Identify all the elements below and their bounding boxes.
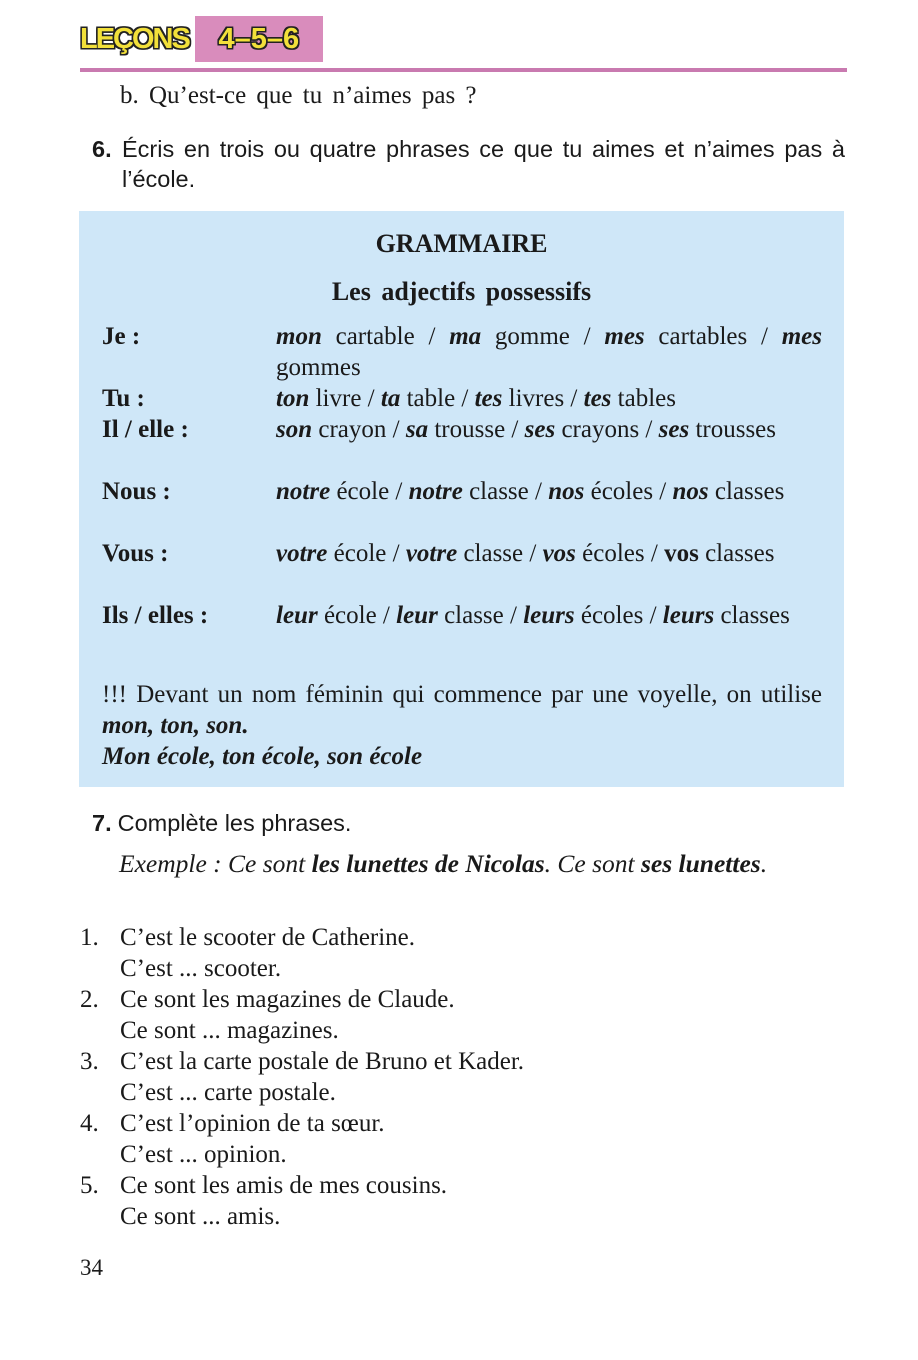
example-text: .	[760, 849, 768, 878]
note-text: !!! Devant un nom féminin qui commence par une voyelle, on utilise	[102, 681, 822, 708]
noun-text: école /	[330, 478, 409, 505]
possessive-adjective: ton	[276, 385, 310, 412]
list-item	[80, 1108, 524, 1170]
possessive-adjective: nos	[672, 478, 709, 505]
grammar-box	[79, 211, 844, 787]
exercise-instruction: Complète les phrases.	[117, 810, 352, 836]
exercise-instruction: Écris en trois ou quatre phrases ce que tu aimes et n’aimes pas à l’école.	[122, 136, 845, 192]
possessive-adjective: tes	[474, 385, 503, 412]
item-sentence: Ce sont les amis de mes cousins.	[120, 1172, 448, 1199]
lesson-header	[80, 16, 323, 62]
possessive-adjective: leurs	[523, 602, 575, 629]
noun-text: classes	[714, 602, 790, 629]
noun-text: classe /	[457, 540, 543, 567]
example-text: . Ce sont	[544, 849, 641, 878]
page-number: 34	[80, 1255, 103, 1280]
grammar-title: GRAMMAIRE	[375, 229, 548, 258]
noun-text: écoles /	[575, 540, 665, 567]
grammar-row	[102, 538, 822, 569]
possessive-adjective: ta	[380, 385, 401, 412]
item-blank-sentence: Ce sont ... magazines.	[120, 1017, 339, 1044]
possessive-adjective: mes	[781, 323, 822, 350]
pronoun: Vous :	[102, 540, 169, 567]
pronoun: Ils / elles :	[102, 602, 209, 629]
item-blank-sentence: C’est ... opinion.	[120, 1141, 287, 1168]
noun-text: crayon /	[312, 416, 406, 443]
possessive-forms	[276, 600, 822, 631]
example-text: Exemple : Ce sont	[119, 849, 312, 878]
item-number: 5.	[80, 1172, 99, 1199]
item-sentence: C’est le scooter de Catherine.	[120, 924, 416, 951]
noun-text: école /	[317, 602, 397, 629]
exercise-6	[92, 134, 845, 194]
pronoun: Il / elle :	[102, 416, 189, 443]
possessive-adjective: notre	[408, 478, 463, 505]
exercise-example	[80, 848, 844, 879]
pronoun: Tu :	[102, 385, 145, 412]
possessive-adjective: mon	[276, 323, 322, 350]
possessive-adjective: votre	[276, 540, 328, 567]
item-sentence: C’est l’opinion de ta sœur.	[120, 1110, 385, 1137]
noun-text: livre /	[309, 385, 381, 412]
noun-text: gommes	[276, 354, 361, 381]
possessive-adjective: son	[276, 416, 313, 443]
noun-text: trousses	[689, 416, 777, 443]
noun-text: classe /	[462, 478, 549, 505]
item-sentence: Ce sont les magazines de Claude.	[120, 986, 455, 1013]
pronoun: Je :	[102, 323, 141, 350]
possessive-adjective: ses	[658, 416, 690, 443]
possessive-adjective: vos	[542, 540, 576, 567]
noun-text: cartable /	[321, 323, 450, 350]
possessive-adjective: ma	[449, 323, 482, 350]
grammar-subtitle: Les adjectifs possessifs	[331, 277, 592, 306]
exercise-number: 7.	[92, 810, 112, 836]
noun-text: classes	[708, 478, 785, 505]
noun-text: classe /	[437, 602, 524, 629]
item-blank-sentence: C’est ... scooter.	[120, 955, 282, 982]
grammar-row	[102, 383, 822, 414]
noun-text: école /	[327, 540, 406, 567]
note-example: Mon école, ton école, son école	[102, 743, 423, 770]
noun-text: écoles /	[574, 602, 663, 629]
item-sentence: C’est la carte postale de Bruno et Kader.	[120, 1048, 525, 1075]
header-rule	[80, 68, 847, 72]
possessive-forms	[276, 383, 822, 414]
grammar-row	[102, 414, 822, 445]
possessive-adjective: leurs	[662, 602, 715, 629]
possessive-adjective: sa	[405, 416, 429, 443]
list-item	[80, 984, 524, 1046]
item-number: 3.	[80, 1048, 99, 1075]
noun-text: cartables /	[644, 323, 782, 350]
item-number: 1.	[80, 924, 99, 951]
grammar-row	[102, 321, 822, 383]
exercise-7	[92, 810, 351, 837]
noun-text: table /	[400, 385, 475, 412]
possessive-forms	[276, 414, 822, 445]
list-item	[80, 1170, 524, 1232]
lessons-numbers: 4–5–6	[195, 16, 323, 62]
possessive-adjective: notre	[276, 478, 331, 505]
exercise-number: 6.	[92, 136, 112, 162]
noun-text: écoles /	[584, 478, 673, 505]
grammar-note	[102, 679, 822, 772]
possessive-forms	[276, 538, 822, 569]
noun-text: trousse /	[428, 416, 525, 443]
possessive-adjective: nos	[548, 478, 585, 505]
noun-text: crayons /	[555, 416, 659, 443]
possessive-adjective: tes	[583, 385, 612, 412]
possessive-adjective: ses	[524, 416, 556, 443]
question-b: b. Qu’est-ce que tu n’aimes pas ?	[120, 82, 477, 109]
possessive-adjective: votre	[405, 540, 458, 567]
item-number: 4.	[80, 1110, 99, 1137]
possessive-adjective: mes	[604, 323, 645, 350]
possessive-adjective: vos	[664, 540, 699, 567]
possessive-forms	[276, 476, 822, 507]
noun-text: livres /	[502, 385, 584, 412]
possessive-adjective: leur	[276, 602, 318, 629]
grammar-row	[102, 600, 822, 631]
example-bold: les lunettes de Nicolas	[311, 849, 545, 878]
possessive-forms	[276, 321, 822, 383]
list-item	[80, 1046, 524, 1108]
pronoun: Nous :	[102, 478, 171, 505]
noun-text: classes	[698, 540, 775, 567]
exercise-items	[80, 922, 524, 1232]
example-bold: ses lunettes	[640, 849, 761, 878]
list-item	[80, 922, 524, 984]
possessive-adjective: leur	[396, 602, 438, 629]
noun-text: gomme /	[481, 323, 605, 350]
noun-text: tables	[611, 385, 676, 412]
lessons-label: LEÇONS	[80, 23, 189, 55]
note-bold: mon, ton, son.	[102, 712, 249, 739]
grammar-row	[102, 476, 822, 507]
item-blank-sentence: C’est ... carte postale.	[120, 1079, 336, 1106]
item-blank-sentence: Ce sont ... amis.	[120, 1203, 281, 1230]
item-number: 2.	[80, 986, 99, 1013]
